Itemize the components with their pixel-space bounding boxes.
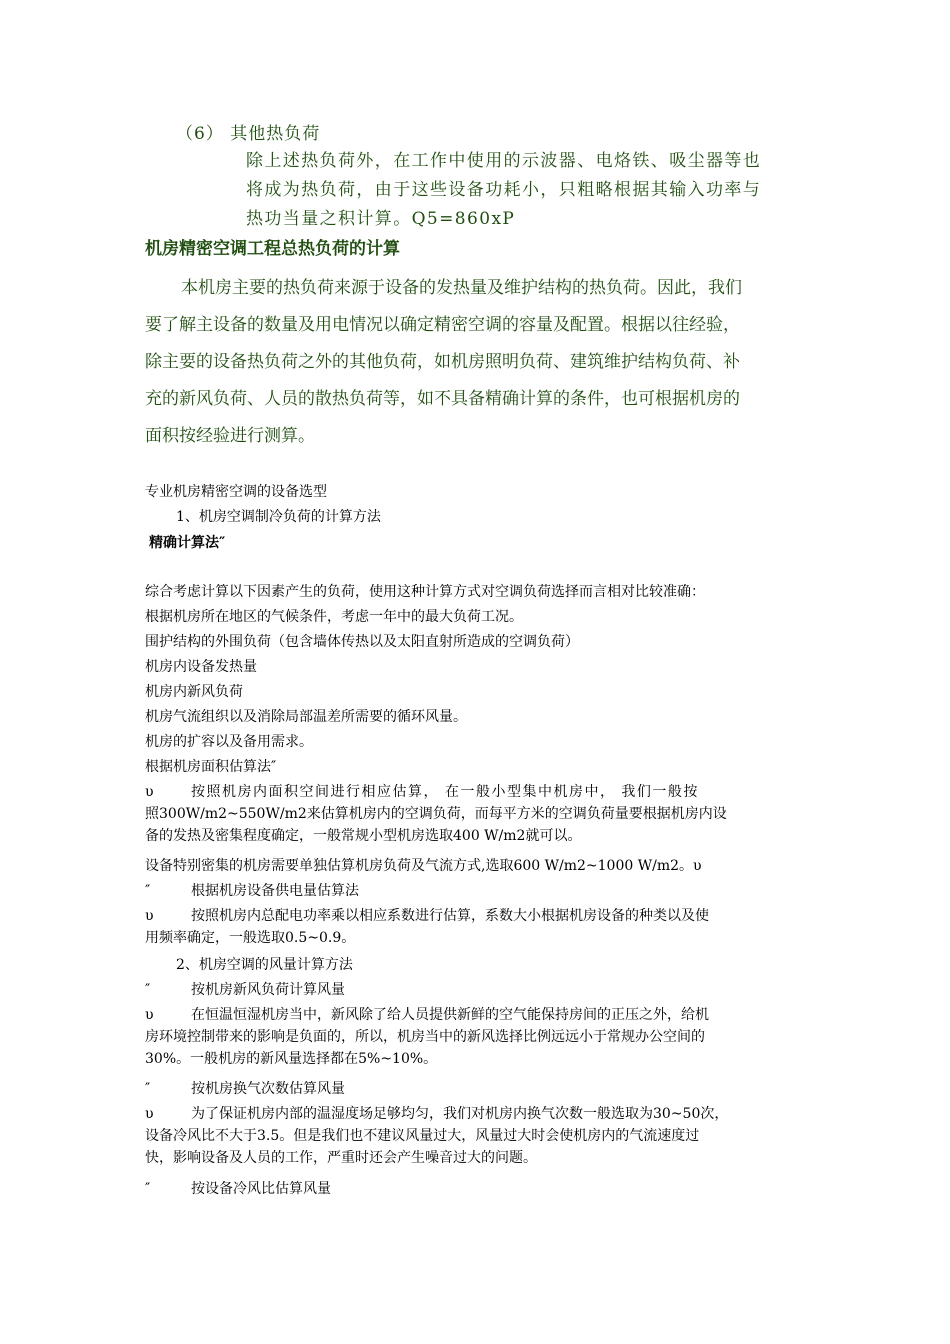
bullet-mark: ″	[145, 1181, 151, 1197]
calc-paragraph	[145, 270, 810, 455]
factor-line: 机房内设备发热量	[145, 659, 257, 675]
factor-line: 机房气流组织以及消除局部温差所需要的循环风量。	[145, 709, 467, 725]
factor-line: 综合考虑计算以下因素产生的负荷，使用这种计算方式对空调负荷选择而言相对比较准确：	[145, 584, 705, 600]
method-1-heading: 1、机房空调制冷负荷的计算方法	[176, 509, 381, 525]
paragraph-line: 本机房主要的热负荷来源于设备的发热量及维护结构的热负荷。因此，我们	[181, 278, 742, 298]
factor-line: 根据机房所在地区的气候条件，考虑一年中的最大负荷工况。	[145, 609, 523, 625]
cold-air-ratio-heading: ″ 按设备冷风比估算风量	[145, 1178, 331, 1200]
paragraph-line: 除上述热负荷外，在工作中使用的示波器、电烙铁、吸尘器等也	[246, 151, 762, 171]
air-change-paragraph	[145, 1103, 810, 1169]
section-6-paragraph	[246, 147, 821, 234]
factor-line: 机房内新风负荷	[145, 684, 243, 700]
bullet-mark: υ	[145, 1007, 154, 1023]
fresh-air-heading: ″ 按机房新风负荷计算风量	[145, 979, 345, 1001]
power-estimate-heading: ″ 根据机房设备供电量估算法	[145, 880, 359, 902]
paragraph-line: 为了保证机房内部的温湿度场足够均匀，我们对机房内换气次数一般选取为30~50次，	[191, 1106, 729, 1122]
paragraph-line: 照300W/m2~550W/m2来估算机房内的空调负荷，而每平方米的空调负荷量要根据机房内设	[145, 806, 727, 822]
bullet-mark: ″	[145, 982, 151, 998]
paragraph-line: 除主要的设备热负荷之外的其他负荷，如机房照明负荷、建筑维护结构负荷、补	[145, 352, 740, 372]
method-2-heading: 2、机房空调的风量计算方法	[176, 957, 353, 973]
factor-line: 根据机房面积估算法″	[145, 759, 277, 775]
air-change-heading: ″ 按机房换气次数估算风量	[145, 1078, 345, 1100]
paragraph-line: 充的新风负荷、人员的散热负荷等，如不具备精确计算的条件，也可根据机房的	[145, 389, 740, 409]
factor-line: 围护结构的外围负荷（包含墙体传热以及太阳直射所造成的空调负荷）	[145, 634, 579, 650]
paragraph-line: 在恒温恒湿机房当中，新风除了给人员提供新鲜的空气能保持房间的正压之外，给机	[191, 1007, 709, 1023]
selection-title: 专业机房精密空调的设备选型	[145, 484, 327, 500]
bullet-mark: υ	[145, 908, 154, 924]
fresh-air-paragraph	[145, 1004, 810, 1070]
paragraph-line: 备的发热及密集程度确定，一般常规小型机房选取400 W/m2就可以。	[145, 828, 582, 844]
paragraph-line: 热功当量之积计算。Q5=860xP	[246, 209, 516, 229]
bullet-mark: ″	[145, 1081, 151, 1097]
paragraph-line: 30%。一般机房的新风量选择都在5%~10%。	[145, 1051, 438, 1067]
area-estimate-paragraph	[145, 781, 810, 847]
precise-calc-heading: 精确计算法″	[149, 535, 226, 551]
paragraph-line: 按照机房内总配电功率乘以相应系数进行估算，系数大小根据机房设备的种类以及使	[191, 908, 709, 924]
bullet-mark: υ	[145, 784, 154, 800]
power-estimate-paragraph	[145, 905, 810, 949]
paragraph-line: 按照机房内面积空间进行相应估算， 在一般小型集中机房中， 我们一般按	[191, 784, 699, 800]
bullet-mark: υ	[145, 1106, 154, 1122]
paragraph-line: 将成为热负荷，由于这些设备功耗小，只粗略根据其输入功率与	[246, 180, 762, 200]
paragraph-line: 要了解主设备的数量及用电情况以确定精密空调的容量及配置。根据以往经验，	[145, 315, 740, 335]
bullet-mark: ″	[145, 883, 151, 899]
dense-room-line: 设备特别密集的机房需要单独估算机房负荷及气流方式,选取600 W/m2~1000 W/m2。υ	[145, 858, 702, 874]
paragraph-line: 面积按经验进行测算。	[145, 426, 315, 446]
paragraph-line: 房环境控制带来的影响是负面的，所以，机房当中的新风选择比例远远小于常规办公空间的	[145, 1029, 705, 1045]
paragraph-line: 用频率确定，一般选取0.5~0.9。	[145, 930, 356, 946]
section-6-heading: （6） 其他热负荷	[176, 124, 321, 144]
paragraph-line: 快，影响设备及人员的工作，严重时还会产生噪音过大的问题。	[145, 1150, 537, 1166]
factor-line: 机房的扩容以及备用需求。	[145, 734, 313, 750]
calc-section-title: 机房精密空调工程总热负荷的计算	[145, 239, 400, 259]
paragraph-line: 设备冷风比不大于3.5。但是我们也不建议风量过大，风量过大时会使机房内的气流速度过	[145, 1128, 700, 1144]
